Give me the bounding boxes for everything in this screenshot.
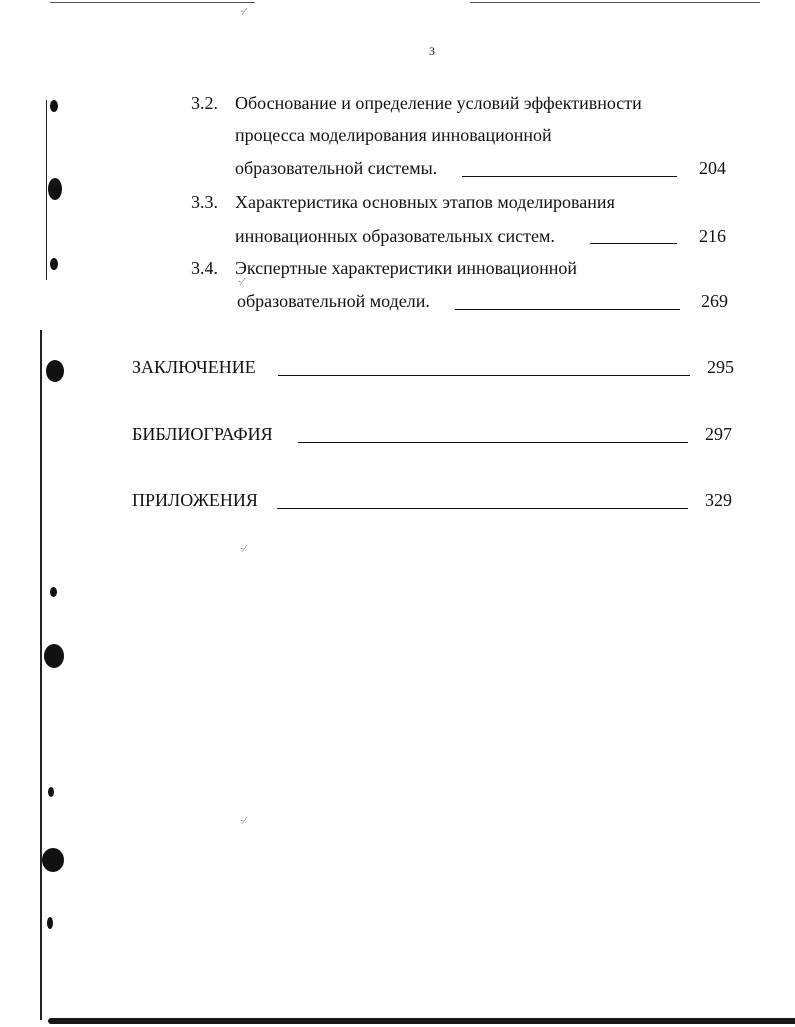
- toc-entry-line: образовательной системы.: [235, 158, 438, 178]
- toc-entry-line: образовательной модели.: [237, 291, 430, 311]
- dot-leader: [298, 442, 688, 443]
- dot-leader: [590, 243, 677, 244]
- toc-main-page: 297: [705, 424, 732, 444]
- toc-entry-line: Экспертные характеристики инновационной: [235, 258, 578, 278]
- toc-entry-number: 3.3.: [191, 192, 218, 212]
- toc-main-title: ПРИЛОЖЕНИЯ: [132, 490, 258, 510]
- scan-top-edge: [50, 2, 255, 3]
- scan-binding-edge: [46, 100, 47, 280]
- dot-leader: [455, 309, 680, 310]
- binding-hole-mark: [50, 587, 57, 597]
- toc-main-title: БИБЛИОГРАФИЯ: [132, 424, 273, 444]
- scan-binding-edge: [40, 330, 42, 1020]
- binding-hole-mark: [48, 178, 62, 200]
- dot-leader: [277, 508, 688, 509]
- toc-entry-line: инновационных образовательных систем.: [235, 226, 555, 246]
- scan-speck: ·⁄: [240, 543, 246, 555]
- binding-hole-mark: [42, 848, 64, 872]
- scan-speck: ·⁄: [240, 815, 246, 827]
- scan-top-edge: [470, 2, 760, 3]
- dot-leader: [278, 375, 690, 376]
- binding-hole-mark: [44, 644, 64, 668]
- dot-leader: [462, 176, 677, 177]
- toc-entry-line: процесса моделирования инновационной: [235, 125, 552, 145]
- toc-entry-page: 269: [701, 291, 728, 311]
- toc-entry-number: 3.4.: [191, 258, 218, 278]
- toc-entry-page: 204: [699, 158, 726, 178]
- toc-entry-line: Характеристика основных этапов моделирования: [235, 192, 615, 212]
- toc-main-title: ЗАКЛЮЧЕНИЕ: [132, 357, 256, 377]
- binding-hole-mark: [48, 787, 54, 797]
- binding-hole-mark: [50, 100, 58, 112]
- toc-entry-page: 216: [699, 226, 726, 246]
- binding-hole-mark: [47, 917, 53, 929]
- toc-entry-number: 3.2.: [191, 93, 218, 113]
- scan-speck: ·⁄: [240, 6, 246, 18]
- binding-hole-mark: [50, 258, 58, 270]
- page-number: 3: [429, 44, 435, 58]
- toc-main-page: 295: [707, 357, 734, 377]
- toc-entry-line: Обоснование и определение условий эффективности: [235, 93, 642, 113]
- scan-bottom-edge: [48, 1018, 795, 1024]
- binding-hole-mark: [46, 360, 64, 382]
- scan-speck: ·⁄: [238, 276, 244, 288]
- toc-main-page: 329: [705, 490, 732, 510]
